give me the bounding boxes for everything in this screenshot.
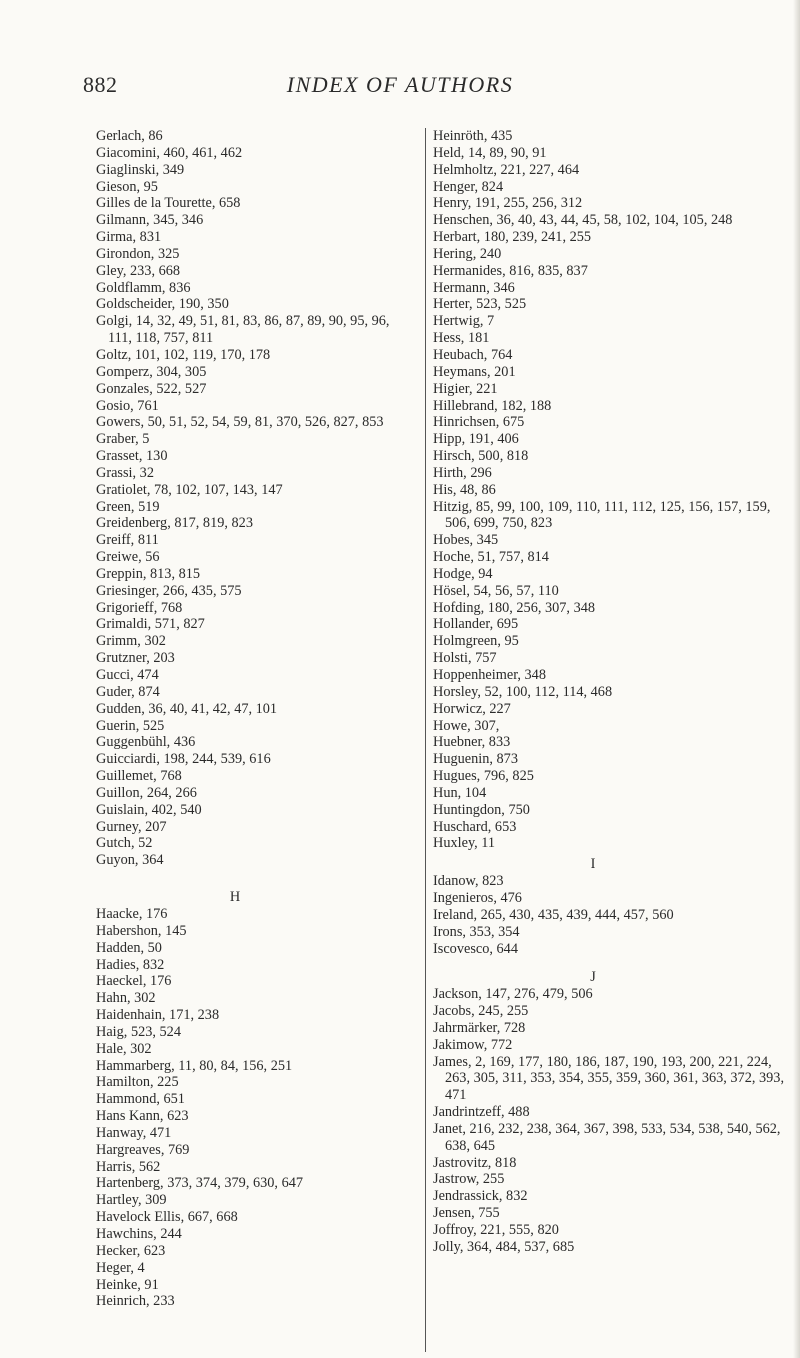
index-entry: Grassi, 32 [96,464,154,481]
index-entry: Havelock Ellis, 667, 668 [96,1209,238,1226]
index-entry: Hammond, 651 [96,1091,185,1108]
index-entry: Hanway, 471 [96,1124,172,1141]
index-entry: Hering, 240 [433,245,502,262]
index-entry: Greppin, 813, 815 [96,565,201,582]
index-entry: Herbart, 180, 239, 241, 255 [433,229,592,246]
index-entry: Gowers, 50, 51, 52, 54, 59, 81, 370, 526, 827, 853 [96,414,384,431]
index-entry: Goldflamm, 836 [96,279,191,296]
index-entry: Guislain, 402, 540 [96,801,202,818]
index-entry: Irons, 353, 354 [433,923,520,940]
index-entry: Hermann, 346 [433,279,515,296]
index-entry: Jandrintzeff, 488 [433,1104,530,1121]
index-entry: Haeckel, 176 [96,973,172,990]
index-entry: Golgi, 14, 32, 49, 51, 81, 83, 86, 87, 89, 90, 95, 96, 111, 118, 757, 811 [96,313,390,347]
index-entry: Gieson, 95 [96,178,158,195]
section-letter-h: H [229,889,241,906]
index-entry: Harris, 562 [96,1158,161,1175]
index-entry: Hecker, 623 [96,1242,166,1259]
index-entry: Gratiolet, 78, 102, 107, 143, 147 [96,481,283,498]
index-entry: Gley, 233, 668 [96,262,181,279]
index-entry: Ingenieros, 476 [433,889,522,906]
index-entry: Goltz, 101, 102, 119, 170, 178 [96,346,271,363]
index-entry: Grasset, 130 [96,448,168,465]
index-entry: Grigorieff, 768 [96,599,183,616]
index-entry: Hobes, 345 [433,532,499,549]
i-entries [433,873,793,957]
index-entry: Jahrmärker, 728 [433,1019,526,1036]
index-entry: Ireland, 265, 430, 435, 439, 444, 457, 560 [433,906,674,923]
index-entry: Hawchins, 244 [96,1226,182,1242]
index-entry: Hoppenheimer, 348 [433,667,546,683]
index-entry: Hammarberg, 11, 80, 84, 156, 251 [96,1057,293,1074]
index-entry: Haidenhain, 171, 238 [96,1007,220,1024]
index-entry: Habershon, 145 [96,922,187,939]
index-entry: Hillebrand, 182, 188 [433,397,552,414]
index-entry: Huguenin, 873 [433,751,518,768]
index-entry: Guder, 874 [96,683,160,700]
index-entry: Graber, 5 [96,431,150,448]
index-entry: Henry, 191, 255, 256, 312 [433,195,583,212]
index-entry: Hahn, 302 [96,990,156,1007]
index-entry: Henschen, 36, 40, 43, 44, 45, 58, 102, 104, 105, 248 [433,212,733,229]
index-entry: Horwicz, 227 [433,700,511,717]
index-entry: Girma, 831 [96,229,162,246]
page-header [0,72,800,102]
index-entry: Griesinger, 266, 435, 575 [96,582,242,599]
page-number: 882 [83,72,118,97]
index-entry: Huntingdon, 750 [433,801,530,818]
index-entry: Giaglinski, 349 [96,161,185,178]
index-entry: Howe, 307, [433,717,500,734]
section-letter-i: I [590,856,596,873]
index-entry: Hofding, 180, 256, 307, 348 [433,599,596,616]
index-entry: Gilmann, 345, 346 [96,212,204,229]
index-entry: Huschard, 653 [433,818,517,835]
index-entry: Hirsch, 500, 818 [433,448,529,465]
index-entry: James, 2, 169, 177, 180, 186, 187, 190, 193, 200, 221, 224, 263, 305, 311, 353, 354, 355, 359, 360, 361, 363, 372, 393, 471 [433,1053,785,1104]
index-entry: Jastrow, 255 [433,1171,505,1188]
index-entry: Guggenbühl, 436 [96,734,196,751]
index-entry: Hugues, 796, 825 [433,768,534,785]
index-entry: Henger, 824 [433,178,504,195]
index-entry: Held, 14, 89, 90, 91 [433,144,547,161]
index-entry: Jackson, 147, 276, 479, 506 [433,986,593,1003]
g-entries [96,128,414,869]
index-entry: Jendrassick, 832 [433,1188,528,1205]
index-entry: Heubach, 764 [433,346,513,363]
index-entry: Hinrichsen, 675 [433,414,525,431]
index-entry: Guicciardi, 198, 244, 539, 616 [96,751,271,768]
index-entry: Gonzales, 522, 527 [96,380,207,397]
index-entry: Gilles de la Tourette, 658 [96,195,241,212]
index-entry: Huxley, 11 [433,835,496,852]
index-entry: Hirth, 296 [433,464,492,481]
index-entry: Guyon, 364 [96,852,164,869]
index-entry: Guillemet, 768 [96,768,182,785]
index-entry: Holmgreen, 95 [433,633,519,650]
index-entry: Joffroy, 221, 555, 820 [433,1222,559,1238]
index-entry: Heinke, 91 [96,1276,159,1293]
index-entry: Hartley, 309 [96,1192,167,1209]
j-entries [433,986,793,1256]
index-entry: Hipp, 191, 406 [433,431,519,448]
index-entry: Green, 519 [96,498,160,515]
index-entry: Gucci, 474 [96,667,159,683]
section-gap [96,869,414,889]
index-entry: Herter, 523, 525 [433,296,527,313]
index-entry: Greiwe, 56 [96,549,160,566]
index-entry: Greiff, 811 [96,532,159,549]
index-entry: Grutzner, 203 [96,650,175,667]
right-index-column [425,128,793,1352]
index-entry: Hodge, 94 [433,565,493,582]
index-entry: Guerin, 525 [96,717,165,734]
index-entry: Haacke, 176 [96,905,168,922]
index-entry: His, 48, 86 [433,481,496,498]
index-entry: Hadies, 832 [96,956,165,973]
index-entry: Grimm, 302 [96,633,166,650]
index-entry: Jensen, 755 [433,1205,500,1222]
index-entry: Hoche, 51, 757, 814 [433,549,549,566]
index-entry: Higier, 221 [433,380,498,397]
h-entries [96,906,414,1310]
index-entry: Grimaldi, 571, 827 [96,616,205,633]
index-entry: Horsley, 52, 100, 112, 114, 468 [433,683,613,700]
section-letter-j: J [590,969,596,986]
h-entries-continued [433,128,793,852]
left-index-column [96,128,414,1310]
index-entry: Greidenberg, 817, 819, 823 [96,515,253,532]
index-entry: Idanow, 823 [433,873,504,890]
index-entry: Hertwig, 7 [433,313,495,330]
index-entry: Helmholtz, 221, 227, 464 [433,161,580,178]
index-entry: Iscovesco, 644 [433,940,518,957]
index-entry: Guillon, 264, 266 [96,784,197,801]
index-entry: Jolly, 364, 484, 537, 685 [433,1238,575,1255]
index-entry: Girondon, 325 [96,245,180,262]
index-entry: Heinrich, 233 [96,1293,175,1310]
index-entry: Hess, 181 [433,330,490,347]
index-entry: Gosio, 761 [96,397,159,414]
index-entry: Hargreaves, 769 [96,1141,190,1158]
index-entry: Janet, 216, 232, 238, 364, 367, 398, 533, 534, 538, 540, 562, 638, 645 [433,1120,781,1154]
index-entry: Gomperz, 304, 305 [96,363,207,380]
page-edge-shadow [793,0,800,1358]
index-entry: Heymans, 201 [433,363,516,380]
index-entry: Heinröth, 435 [433,128,513,144]
index-entry: Hollander, 695 [433,616,519,633]
index-entry: Giacomini, 460, 461, 462 [96,144,243,161]
index-entry: Hitzig, 85, 99, 100, 109, 110, 111, 112, 125, 156, 157, 159, 506, 699, 750, 823 [433,498,771,532]
index-entry: Hermanides, 816, 835, 837 [433,262,588,279]
index-entry: Jacobs, 245, 255 [433,1003,529,1020]
index-entry: Holsti, 757 [433,650,497,667]
index-entry: Jastrovitz, 818 [433,1154,517,1171]
index-entry: Goldscheider, 190, 350 [96,296,229,313]
index-entry: Haig, 523, 524 [96,1023,181,1040]
index-entry: Hadden, 50 [96,939,162,956]
index-entry: Gerlach, 86 [96,128,163,144]
index-entry: Hösel, 54, 56, 57, 110 [433,582,559,599]
index-entry: Jakimow, 772 [433,1036,513,1053]
index-entry: Hale, 302 [96,1040,152,1057]
index-entry: Hun, 104 [433,784,487,801]
index-entry: Gurney, 207 [96,818,167,835]
index-entry: Gudden, 36, 40, 41, 42, 47, 101 [96,700,278,717]
index-entry: Gutch, 52 [96,835,153,852]
index-entry: Hamilton, 225 [96,1074,179,1091]
index-entry: Huebner, 833 [433,734,511,751]
index-entry: Heger, 4 [96,1259,145,1276]
index-entry: Hartenberg, 373, 374, 379, 630, 647 [96,1175,304,1192]
running-title: INDEX OF AUTHORS [286,72,514,97]
index-entry: Hans Kann, 623 [96,1108,189,1125]
